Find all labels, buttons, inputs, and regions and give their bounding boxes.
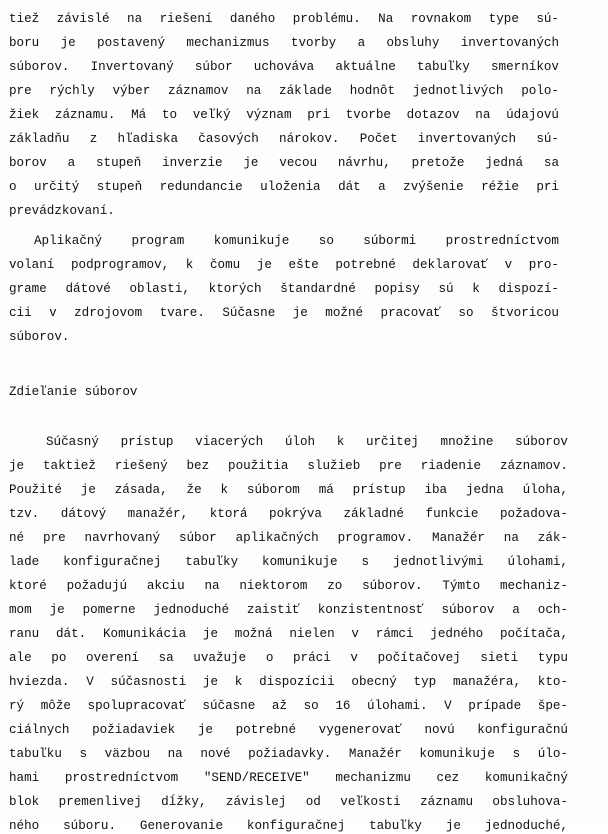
paragraph-2-line: súborov.: [9, 330, 70, 344]
paragraph-3-line: ciálnych požiadaviek je potrebné vygenerovať novú konfiguračnú: [9, 723, 568, 737]
paragraph-2-line: cii v zdrojovom tvare. Súčasne je možné pracovať so štvoricou: [9, 306, 559, 320]
paragraph-1-line: základňu z hľadiska časových nárokov. Počet invertovaných sú-: [9, 132, 559, 146]
paragraph-1-line: borov a stupeň inverzie je vecou návrhu, pretože jedná sa: [9, 156, 559, 170]
paragraph-3-line: je taktiež riešený bez použitia služieb pre riadenie záznamov.: [9, 459, 568, 473]
paragraph-1-line: súborov. Invertovaný súbor uchováva aktuálne tabuľky smerníkov: [9, 60, 559, 74]
paragraph-3-line: hviezda. V súčasnosti je k dispozícii obecný typ manažéra, kto-: [9, 675, 568, 689]
paragraph-3-line: Použité je zásada, že k súborom má prístup iba jedna úloha,: [9, 483, 568, 497]
paragraph-3-line: lade konfiguračnej tabuľky komunikuje s jednotlivými úlohami,: [9, 555, 568, 569]
paragraph-1-line: o určitý stupeň redundancie uloženia dát a zvýšenie réžie pri: [9, 180, 559, 194]
paragraph-1-line: žiek záznamu. Má to veľký význam pri tvorbe dotazov na údajovú: [9, 108, 559, 122]
paragraph-3-line: mom je pomerne jednoduché zaistiť konzistentnosť súborov a och-: [9, 603, 568, 617]
paragraph-3-line: Súčasný prístup viacerých úloh k určitej množine súborov: [46, 435, 568, 449]
paragraph-2-line: grame dátové oblasti, ktorých štandardné popisy sú k dispozí-: [9, 282, 559, 296]
paragraph-3-line: ranu dát. Komunikácia je možná nielen v rámci jedného počítača,: [9, 627, 568, 641]
paragraph-3-line: tzv. dátový manažér, ktorá pokrýva základné funkcie požadova-: [9, 507, 568, 521]
paragraph-2-line: volaní podprogramov, k čomu je ešte potrebné deklarovať v pro-: [9, 258, 559, 272]
paragraph-2-line: Aplikačný program komunikuje so súbormi prostredníctvom: [34, 234, 559, 248]
paragraph-1-line: prevádzkovaní.: [9, 204, 115, 218]
paragraph-3-line: né pre navrhovaný súbor aplikačných programov. Manažér na zák-: [9, 531, 568, 545]
paragraph-3-line: blok premenlivej dĺžky, závislej od veľkosti záznamu obsluhova-: [9, 795, 568, 809]
paragraph-3-line: ale po overení sa uvažuje o práci v počítačovej sieti typu: [9, 651, 568, 665]
paragraph-1-line: pre rýchly výber záznamov na základe hodnôt jednotlivých polo-: [9, 84, 559, 98]
paragraph-3-line: rý môže spolupracovať súčasne až so 16 úlohami. V prípade špe-: [9, 699, 568, 713]
paragraph-3-line: ktoré požadujú akciu na niektorom zo súborov. Týmto mechaniz-: [9, 579, 568, 593]
section-heading: Zdieľanie súborov: [9, 385, 138, 399]
paragraph-1-line: boru je postavený mechanizmus tvorby a obsluhy invertovaných: [9, 36, 559, 50]
paragraph-3-line: tabuľku s väzbou na nové požiadavky. Manažér komunikuje s úlo-: [9, 747, 568, 761]
paragraph-3-line: ného súboru. Generovanie konfiguračnej tabuľky je jednoduché,: [9, 819, 568, 833]
paragraph-3-line: hami prostredníctvom "SEND/RECEIVE" mechanizmu cez komunikačný: [9, 771, 568, 785]
paragraph-1-line: tiež závislé na riešení daného problému. Na rovnakom type sú-: [9, 12, 559, 26]
